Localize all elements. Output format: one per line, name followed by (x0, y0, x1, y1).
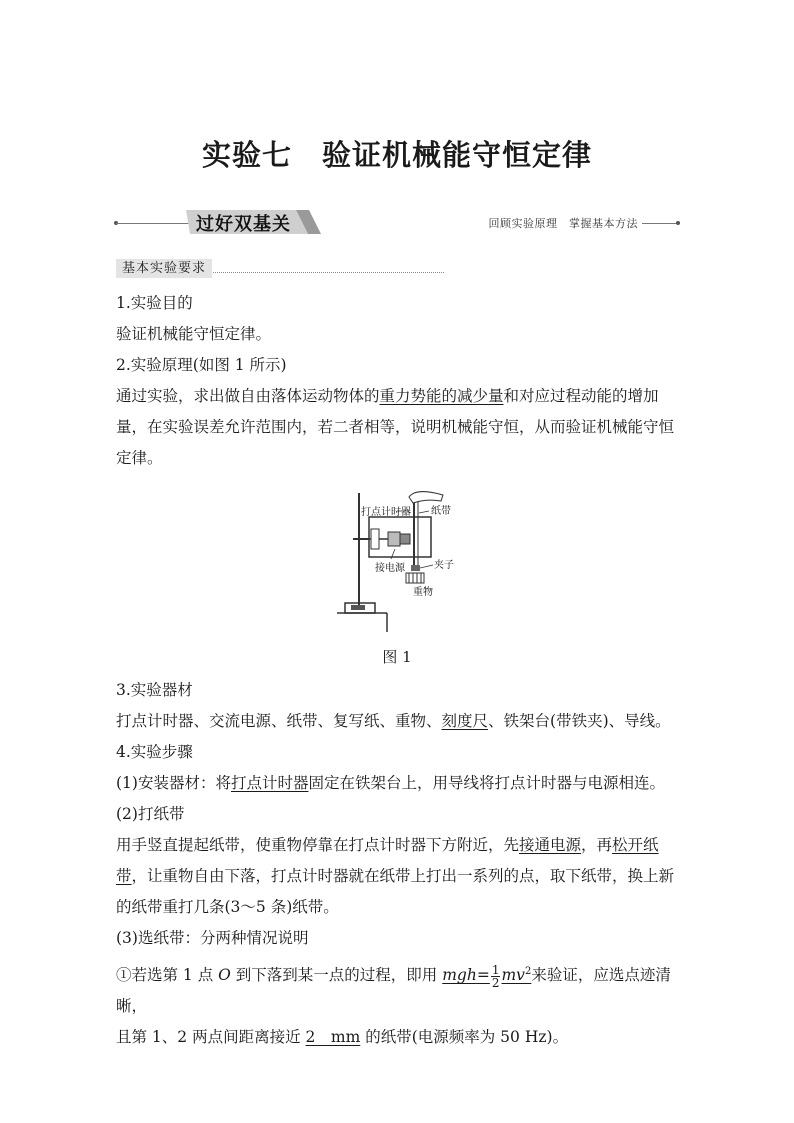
heading-steps: 4.实验步骤 (116, 743, 193, 761)
step-3-c: 来验证，应选点迹清晰， (116, 966, 671, 1016)
banner-subtitle: 回顾实验原理 掌握基本方法 (485, 215, 643, 231)
formula-fraction (491, 964, 501, 989)
step-1-b: 固定在铁架台上，用导线将打点计时器与电源相连。 (308, 774, 665, 792)
figure-apparatus (333, 487, 463, 637)
formula-exponent: 2 (524, 966, 532, 977)
equipment-underlined: 刻度尺 (441, 712, 489, 730)
banner-label: 过好双基关 (196, 214, 291, 235)
apparatus-drawing (333, 487, 463, 637)
step-3-a: ①若选第 1 点 (116, 966, 219, 985)
step-1 (116, 768, 682, 799)
heading-principle: 2.实验原理(如图 1 所示) (116, 356, 287, 374)
step-2-underlined-1: 接通电源 (519, 836, 582, 854)
equipment-text (116, 706, 682, 737)
step-3-text (116, 956, 682, 1053)
label-tape: 纸带 (431, 506, 451, 517)
principle-text-b: 和对应过程动能的增加量，在实验误差允许范围内，若二者相等，说明机械能守恒，从而验证机械能守恒定律。 (116, 387, 675, 467)
banner-line-left (116, 223, 190, 224)
formula-equals: = (476, 966, 490, 985)
formula-mv: mv (501, 966, 525, 985)
step-2-heading: (2)打纸带 (116, 805, 185, 823)
label-timer: 打点计时器 (361, 507, 411, 518)
fraction-numerator: 1 (491, 962, 500, 977)
section-banner (116, 206, 678, 238)
principle-text-a: 通过实验，求出做自由落体运动物体的 (116, 387, 380, 405)
banner-dot-right (676, 221, 680, 225)
step-3-heading: (3)选纸带：分两种情况说明 (116, 929, 309, 947)
step-2-a: 用手竖直提起纸带，使重物停靠在打点计时器下方附近，先 (116, 836, 520, 854)
principle-text (116, 381, 682, 474)
equipment-text-b: 、铁架台(带铁夹)、导线。 (488, 712, 671, 730)
label-weight: 重物 (413, 587, 433, 598)
step-2-m: ，再 (581, 836, 613, 854)
page-title: 实验七 验证机械能守恒定律 (201, 138, 592, 172)
step-2-text (116, 830, 682, 923)
label-clamp: 夹子 (434, 560, 454, 571)
section-label-text: 基本实验要求 (116, 259, 212, 278)
step-1-underlined: 打点计时器 (230, 774, 309, 792)
step-2-b: ，让重物自由下落，打点计时器就在纸带上打出一系列的点，取下纸带，换上新的纸带重打几条(3～5 条)纸带。 (116, 867, 675, 916)
banner-tab (186, 208, 366, 236)
label-power: 接电源 (375, 563, 405, 574)
purpose-text: 验证机械能守恒定律。 (116, 325, 272, 343)
equipment-text-a: 打点计时器、交流电源、纸带、复写纸、重物、 (116, 712, 442, 730)
heading-purpose: 1.实验目的 (116, 294, 193, 312)
formula (442, 962, 532, 990)
section-label (116, 257, 212, 277)
step-2-underlined-2: 松开纸带 (116, 836, 659, 885)
step-3-b: 到下落到某一点的过程，即用 (230, 966, 443, 985)
fraction-denominator: 2 (491, 975, 500, 990)
principle-underlined: 重力势能的减少量 (379, 387, 504, 405)
step-1-a: (1)安装器材：将 (116, 774, 231, 792)
figure-caption: 图 1 (382, 648, 412, 666)
step-3-e: 的纸带(电源频率为 50 Hz)。 (360, 1028, 569, 1047)
heading-equipment: 3.实验器材 (116, 681, 193, 699)
step-3-d: 且第 1、2 两点间距离接近 (116, 1028, 306, 1047)
point-o: O (218, 966, 231, 985)
formula-mgh: mgh (442, 966, 477, 985)
step-3-underlined: 2 mm (305, 1028, 361, 1047)
